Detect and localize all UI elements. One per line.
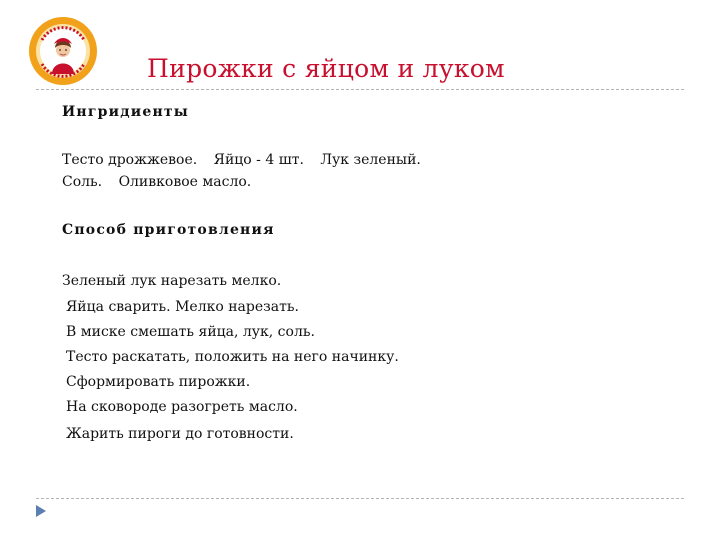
method-step: Тесто раскатать, положить на него начинку.	[66, 349, 399, 365]
ingredient-item: Лук зеленый.	[320, 152, 421, 168]
method-heading: Способ приготовления	[62, 222, 275, 238]
ingredient-item: Яйцо - 4 шт.	[213, 152, 304, 168]
ingredients-list-line-2	[62, 171, 251, 193]
footer-divider	[36, 498, 684, 499]
ingredient-item: Оливковое масло.	[118, 174, 252, 190]
ingredient-item: Соль.	[62, 174, 103, 190]
next-slide-arrow-icon[interactable]	[34, 504, 48, 518]
method-step: Сформировать пирожки.	[66, 374, 251, 390]
method-step: Яйца сварить. Мелко нарезать.	[66, 299, 299, 315]
page-title: Пирожки с яйцом и луком	[147, 54, 505, 83]
ingredients-heading: Ингридиенты	[62, 104, 190, 120]
method-step: В миске смешать яйца, лук, соль.	[66, 324, 315, 340]
ingredient-item: Тесто дрожжевое.	[62, 152, 198, 168]
title-divider	[36, 89, 684, 90]
chef-logo-icon	[28, 16, 98, 86]
method-step: Зеленый лук нарезать мелко.	[62, 273, 282, 289]
ingredients-list	[62, 149, 421, 171]
method-step: На сковороде разогреть масло.	[66, 399, 298, 415]
method-step: Жарить пироги до готовности.	[66, 426, 294, 442]
